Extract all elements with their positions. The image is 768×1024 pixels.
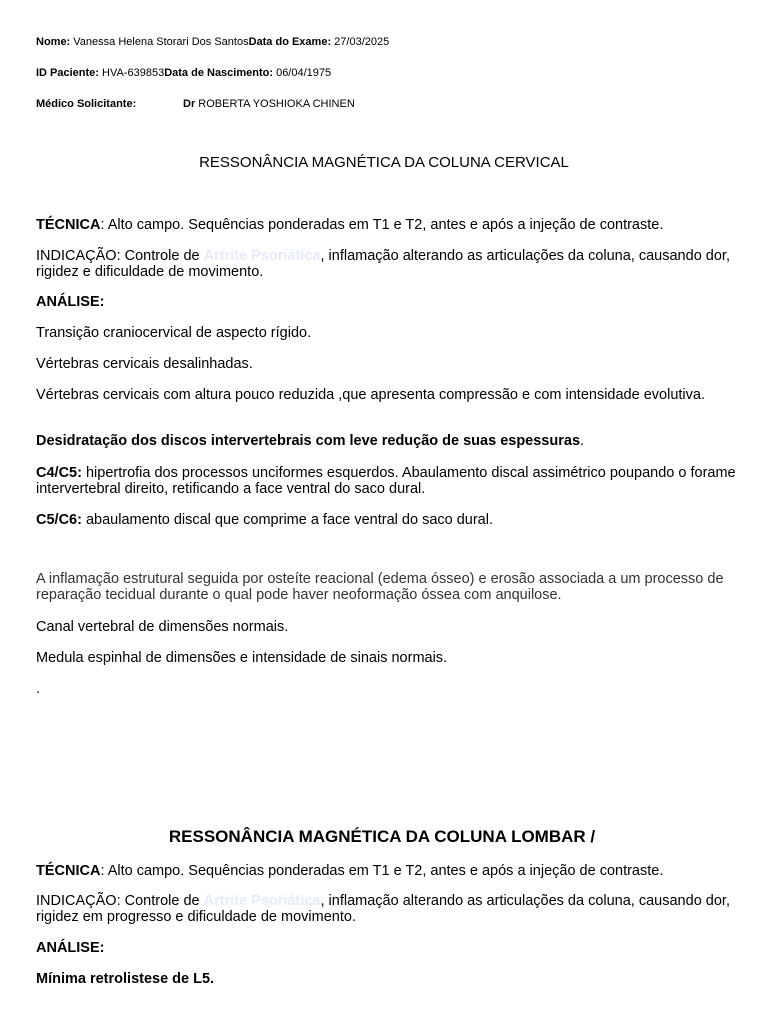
c4c5-label: C4/C5: xyxy=(36,465,82,481)
lombar-indicacao xyxy=(36,893,748,925)
doctor-prefix: Dr xyxy=(183,98,196,110)
cervical-c5c6 xyxy=(36,512,748,528)
cervical-tecnica-text: : Alto campo. Sequências ponderadas em T1 e T2, antes e após a injeção de contraste. xyxy=(100,217,664,233)
birth-date-value: 06/04/1975 xyxy=(273,67,332,79)
cervical-discos-bold: Desidratação dos discos intervertebrais com leve redução de suas espessuras xyxy=(36,433,581,449)
cervical-indicacao xyxy=(36,248,748,280)
cervical-c4c5 xyxy=(36,465,748,497)
name-value: Vanessa Helena Storari Dos Santos xyxy=(70,36,249,48)
lombar-tecnica xyxy=(36,863,748,879)
exam-date-value: 27/03/2025 xyxy=(331,36,390,48)
exam-date-label: Data do Exame: xyxy=(248,36,332,48)
cervical-analise-label: ANÁLISE: xyxy=(36,294,105,310)
cervical-indicacao-faded: Artrite Psoriática xyxy=(203,248,321,264)
lombar-indicacao-suffix: , inflamação alterando as articulações da coluna, causando dor, rigidez em progresso e dificuldade de movimento. xyxy=(36,893,730,925)
lombar-analise-label: ANÁLISE: xyxy=(36,940,105,956)
patient-id-value: HVA-639853 xyxy=(98,67,165,79)
patient-id-line xyxy=(36,66,331,80)
cervical-medula: Medula espinhal de dimensões e intensidade de sinais normais. xyxy=(36,650,448,666)
patient-name-line xyxy=(36,35,389,49)
lombar-tecnica-text: : Alto campo. Sequências ponderadas em T1 e T2, antes e após a injeção de contraste. xyxy=(100,863,664,879)
lombar-retrolistese: Mínima retrolistese de L5. xyxy=(36,971,215,987)
cervical-tecnica xyxy=(36,217,748,233)
birth-date-label: Data de Nascimento: xyxy=(164,67,274,79)
cervical-tecnica-label: TÉCNICA xyxy=(36,217,101,233)
cervical-discos-end: . xyxy=(580,433,585,449)
doctor-label: Médico Solicitante: xyxy=(36,98,137,110)
doctor-name-line xyxy=(183,97,355,111)
patient-id-label: ID Paciente: xyxy=(36,67,99,79)
cervical-indicacao-suffix: , inflamação alterando as articulações da coluna, causando dor, rigidez e dificuldade de movimento. xyxy=(36,248,730,280)
name-label: Nome: xyxy=(36,36,71,48)
lombar-tecnica-label: TÉCNICA xyxy=(36,863,101,879)
cervical-finding-3: Vértebras cervicais com altura pouco reduzida ,que apresenta compressão e com intensidade evolutiva. xyxy=(36,387,705,403)
lombar-indicacao-faded: Artrite Psoriática xyxy=(203,893,321,909)
c5c6-label: C5/C6: xyxy=(36,512,82,528)
cervical-inflamacao: A inflamação estrutural seguida por osteíte reacional (edema ósseo) e erosão associada a um processo de reparação tecidual durante o qual pode haver neoformação óssea com anquilose. xyxy=(36,571,724,603)
cervical-finding-1: Transição craniocervical de aspecto rígido. xyxy=(36,325,312,341)
cervical-dot: . xyxy=(36,681,41,697)
cervical-canal: Canal vertebral de dimensões normais. xyxy=(36,619,289,635)
doctor-name: ROBERTA YOSHIOKA CHINEN xyxy=(195,98,355,110)
cervical-indicacao-prefix: INDICAÇÃO: Controle de xyxy=(36,248,204,264)
cervical-discos xyxy=(36,433,748,449)
c5c6-text: abaulamento discal que comprime a face ventral do saco dural. xyxy=(81,512,493,528)
lombar-title: RESSONÂNCIA MAGNÉTICA DA COLUNA LOMBAR / xyxy=(168,827,596,846)
c4c5-text: hipertrofia dos processos unciformes esquerdos. Abaulamento discal assimétrico poupando o forame intervertebral direito, retificando a face ventral do saco dural. xyxy=(36,465,736,497)
lombar-indicacao-prefix: INDICAÇÃO: Controle de xyxy=(36,893,204,909)
doctor-line xyxy=(36,97,136,111)
cervical-finding-2: Vértebras cervicais desalinhadas. xyxy=(36,356,253,372)
cervical-title: RESSONÂNCIA MAGNÉTICA DA COLUNA CERVICAL xyxy=(199,154,569,171)
